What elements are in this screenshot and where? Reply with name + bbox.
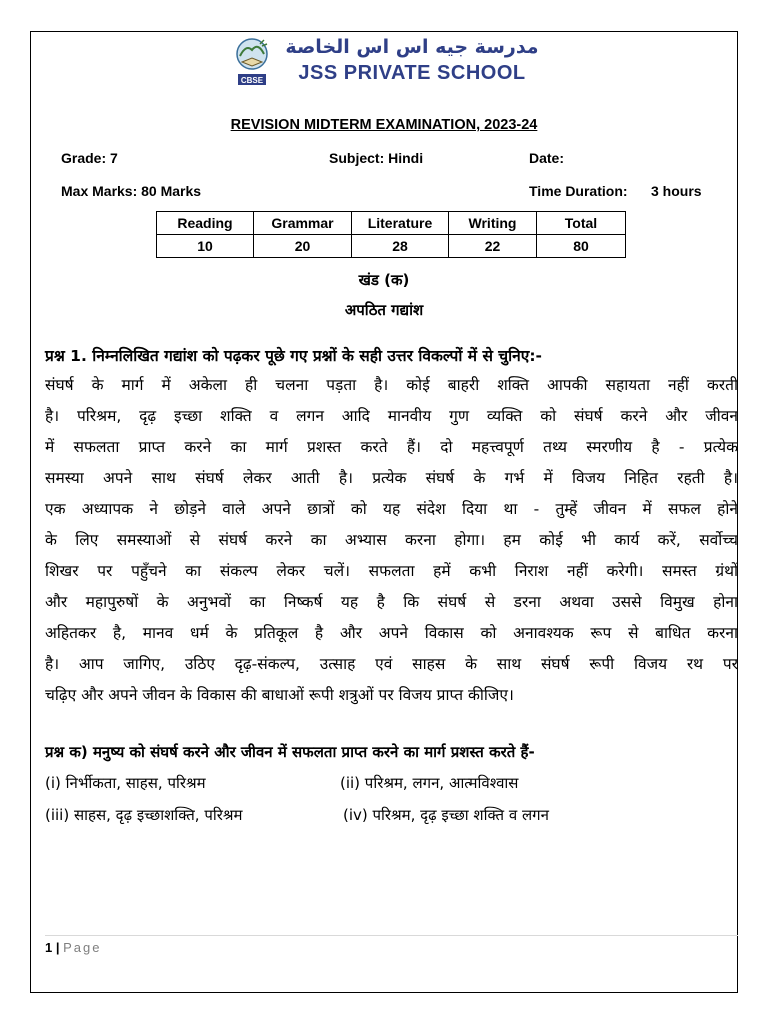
passage-line: संघर्ष के मार्ग में अकेला ही चलना पड़ता है। कोई बाहरी शक्ति आपकी सहायता नहीं करती xyxy=(45,376,738,394)
school-logo xyxy=(230,36,274,88)
subject-label: Subject: Hindi xyxy=(329,150,424,166)
option-i: (i) निर्भीकता, साहस, परिश्रम xyxy=(45,774,206,792)
time-duration-value: 3 hours xyxy=(651,183,702,199)
passage-line: है। आप जागिए, उठिए दृढ़-संकल्प, उत्साह एवं साहस के साथ संघर्ष रूपी विजय रथ पर xyxy=(45,655,738,673)
passage-line: के लिए समस्याओं से संघर्ष करने का अभ्यास करना होगा। हम कोई भी कार्य करें, सर्वोच्च xyxy=(45,531,738,549)
table-header-cell: Reading xyxy=(157,212,254,235)
table-header-cell: Total xyxy=(537,212,626,235)
logo-badge-text: CBSE xyxy=(240,76,264,85)
page-separator: | xyxy=(55,940,60,955)
table-cell: 22 xyxy=(449,235,537,258)
date-label: Date: xyxy=(529,150,565,166)
passage-line: और महापुरुषों के अनुभवों का निष्कर्ष यह है कि संघर्ष से डरना अथवा उससे विमुख होना xyxy=(45,593,738,611)
section-subheading: अपठित गद्यांश xyxy=(344,301,424,319)
option-iii: (iii) साहस, दृढ़ इच्छाशक्ति, परिश्रम xyxy=(45,806,243,824)
arabic-school-name: مدرسة جيه اس اس الخاصة xyxy=(285,36,539,58)
page-label: Page xyxy=(63,940,102,955)
table-header-cell: Literature xyxy=(352,212,449,235)
max-marks-label: Max Marks: 80 Marks xyxy=(61,183,202,199)
passage-line: समस्या अपने साथ संघर्ष लेकर आती है। प्रत्येक संघर्ष के गर्भ में विजय निहित रहती है। xyxy=(45,469,738,487)
table-cell: 20 xyxy=(254,235,352,258)
passage-line: शिखर पर पहुँचने का संकल्प लेकर चलें। सफलता हमें कभी निराश नहीं करेगी। समस्त ग्रंथों xyxy=(45,562,738,580)
question-a-prompt: प्रश्न क) मनुष्य को संघर्ष करने और जीवन में सफलता प्राप्त करने का मार्ग प्रशस्त करते हैं- xyxy=(45,743,535,761)
passage-line: अहितकर है, मानव धर्म के प्रतिकूल है और अपने विकास को अनावश्यक रूप से बाधित करना xyxy=(45,624,738,642)
exam-title: REVISION MIDTERM EXAMINATION, 2023-24 xyxy=(230,117,538,133)
table-cell: 10 xyxy=(157,235,254,258)
grade-label: Grade: 7 xyxy=(61,150,118,166)
table-header-row xyxy=(157,212,626,235)
table-header-cell: Writing xyxy=(449,212,537,235)
passage-line: में सफलता प्राप्त करने का मार्ग प्रशस्त करते हैं। दो महत्त्वपूर्ण तथ्य स्मरणीय है - प्रत्येक xyxy=(45,438,738,456)
marks-distribution-table xyxy=(156,211,626,258)
school-name: JSS PRIVATE SCHOOL xyxy=(298,62,526,84)
table-cell: 80 xyxy=(537,235,626,258)
passage-line: चढ़िए और अपने जीवन के विकास की बाधाओं रूपी शत्रुओं पर विजय प्राप्त कीजिए। xyxy=(45,686,514,704)
section-heading: खंड (क) xyxy=(358,271,410,289)
passage-line: है। परिश्रम, दृढ़ इच्छा शक्ति व लगन आदि मानवीय गुण व्यक्ति को संघर्ष करने और जीवन xyxy=(45,407,738,425)
time-duration-label: Time Duration: xyxy=(529,183,628,199)
table-header-cell: Grammar xyxy=(254,212,352,235)
option-ii: (ii) परिश्रम, लगन, आत्मविश्वास xyxy=(340,774,519,792)
page-footer xyxy=(45,940,102,955)
school-header xyxy=(230,36,550,96)
table-cell: 28 xyxy=(352,235,449,258)
page-number: 1 xyxy=(45,940,53,955)
passage xyxy=(45,370,738,711)
option-iv: (iv) परिश्रम, दृढ़ इच्छा शक्ति व लगन xyxy=(343,806,549,824)
passage-line: एक अध्यापक ने छोड़ने वाले अपने छात्रों को यह संदेश दिया था - तुम्हें जीवन में सफल होने xyxy=(45,500,738,518)
table-row xyxy=(157,235,626,258)
question-1-prompt: प्रश्न 1. निम्नलिखित गद्यांश को पढ़कर पूछे गए प्रश्नों के सही उत्तर विकल्पों में से चुनिए:- xyxy=(45,347,542,365)
footer-divider xyxy=(45,935,738,936)
